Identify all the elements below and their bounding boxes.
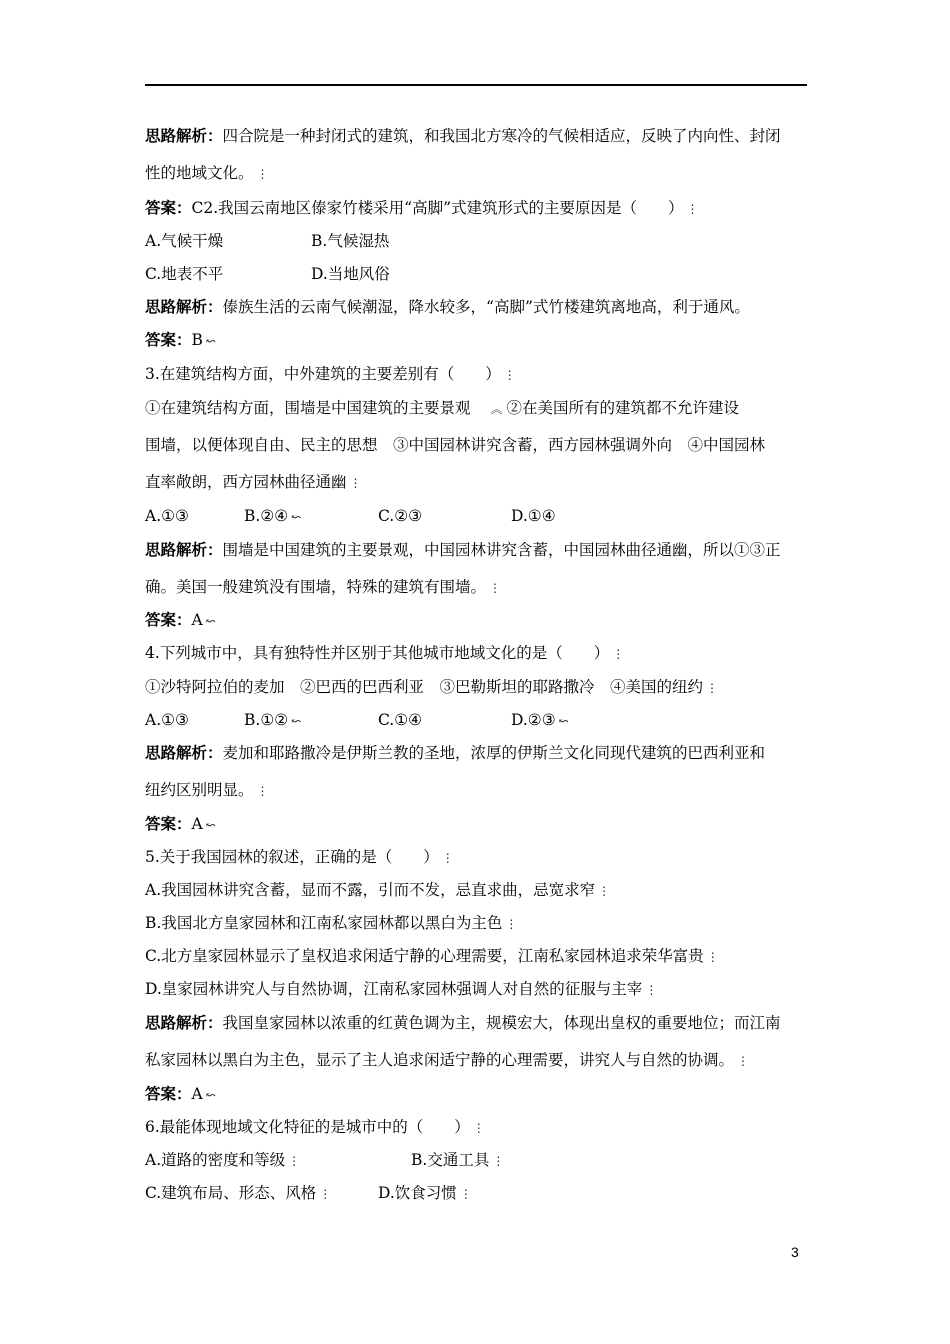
q4-stem-line: [145, 643, 624, 664]
format-mark-icon: ⋮: [319, 1187, 332, 1201]
option-d: D.②③ ↜: [511, 711, 569, 729]
q5-answer-line: [145, 1084, 216, 1105]
answer-label: 答案：: [145, 815, 192, 833]
format-mark-icon: ↜: [291, 510, 302, 524]
answer-label: 答案：: [145, 611, 192, 629]
q3-statements-line-1: [145, 398, 739, 419]
option-a: A.我国园林讲究含蓄，显而不露，引而不发，忌直求曲，忌宽求窄: [145, 881, 596, 899]
q1-answer-q2-stem-line: [145, 198, 699, 219]
format-mark-icon: ↜: [205, 614, 216, 628]
statement-text: ①在建筑结构方面，围墙是中国建筑的主要景观: [145, 399, 471, 417]
format-mark-icon: ⋮: [472, 1121, 485, 1135]
q2-analysis-line: [145, 297, 750, 317]
analysis-text: 私家园林以黑白为主色，显示了主人追求闲适宁静的心理需要，讲究人与自然的协调。: [145, 1051, 735, 1069]
format-mark-icon: ↜: [291, 714, 302, 728]
format-mark-icon: ⋮: [645, 983, 658, 997]
q6-stem-line: [145, 1117, 485, 1138]
format-mark-icon: ⋮: [706, 950, 719, 964]
option-c: C.北方皇家园林显示了皇权追求闲适宁静的心理需要，江南私家园林追求荣华富贵: [145, 947, 704, 965]
answer-label: 答案：: [145, 199, 192, 217]
option-c: C.建筑布局、形态、风格 ⋮: [145, 1184, 332, 1202]
answer-value: B: [191, 331, 203, 349]
answer-label: 答案：: [145, 331, 192, 349]
format-mark-icon: ︽: [490, 402, 503, 416]
option-d: D.饮食习惯 ⋮: [378, 1184, 472, 1202]
analysis-text: 麦加和耶路撒冷是伊斯兰教的圣地，浓厚的伊斯兰文化同现代建筑的巴西利亚和: [222, 744, 766, 762]
format-mark-icon: ⋮: [288, 1154, 301, 1168]
q5-analysis-line-1: [145, 1013, 781, 1033]
q3-analysis-line-2: [145, 577, 501, 598]
statement-text: ①沙特阿拉伯的麦加 ②巴西的巴西利亚 ③巴勒斯坦的耶路撒冷 ④美国的纽约: [145, 678, 704, 696]
format-mark-icon: ⋮: [612, 647, 625, 661]
option-a: A.气候干燥: [145, 232, 224, 250]
option-c: C.②③: [378, 507, 423, 525]
analysis-text: 傣族生活的云南气候潮湿，降水较多，“高脚”式竹楼建筑离地高，利于通风。: [222, 298, 750, 316]
answer-value: C: [191, 199, 204, 217]
format-mark-icon: ⋮: [598, 884, 611, 898]
format-mark-icon: ↜: [205, 818, 216, 832]
format-mark-icon: ⋮: [349, 476, 362, 490]
format-mark-icon: ⋮: [256, 784, 269, 798]
q3-statements-line-3: [145, 472, 362, 493]
analysis-label: 思路解析：: [145, 298, 223, 316]
question-stem: 6.最能体现地域文化特征的是城市中的（ ）: [145, 1118, 470, 1136]
answer-value: A: [191, 611, 203, 629]
option-c: C.①④: [378, 711, 423, 729]
option-b: B.交通工具 ⋮: [411, 1151, 505, 1169]
question-stem: 4.下列城市中，具有独特性并区别于其他城市地域文化的是（ ）: [145, 644, 610, 662]
analysis-text: 性的地域文化。: [145, 164, 254, 182]
analysis-label: 思路解析：: [145, 541, 223, 559]
analysis-text: 确。美国一般建筑没有围墙，特殊的建筑有围墙。: [145, 578, 487, 596]
analysis-text: 四合院是一种封闭式的建筑，和我国北方寒冷的气候相适应，反映了内向性、封闭: [222, 127, 781, 145]
analysis-text: 我国皇家园林以浓重的红黄色调为主，规模宏大，体现出皇权的重要地位；而江南: [222, 1014, 781, 1032]
option-a: A.道路的密度和等级 ⋮: [145, 1151, 301, 1169]
answer-value: A: [191, 815, 203, 833]
option-a: A.①③: [145, 507, 189, 525]
q5-option-d-line: [145, 979, 657, 1000]
q2-answer-line: [145, 330, 216, 351]
q3-statements-line-2: [145, 435, 765, 455]
q5-stem-line: [145, 847, 454, 868]
q3-stem-line: [145, 364, 516, 385]
option-d: D.当地风俗: [311, 265, 390, 283]
format-mark-icon: ⋮: [441, 851, 454, 865]
question-stem: 2.我国云南地区傣家竹楼采用“高脚”式建筑形式的主要原因是（ ）: [203, 199, 684, 217]
q4-analysis-line-1: [145, 743, 765, 763]
option-b: B.②④ ↜: [244, 507, 302, 525]
answer-value: A: [191, 1085, 203, 1103]
statement-text: 直率敞朗，西方园林曲径通幽: [145, 473, 347, 491]
format-mark-icon: ⋮: [737, 1054, 750, 1068]
format-mark-icon: ⋮: [492, 1154, 505, 1168]
format-mark-icon: ⋮: [256, 167, 269, 181]
format-mark-icon: ⋮: [489, 581, 502, 595]
analysis-label: 思路解析：: [145, 1014, 223, 1032]
q1-analysis-line: [145, 126, 781, 146]
format-mark-icon: ⋮: [503, 368, 516, 382]
answer-label: 答案：: [145, 1085, 192, 1103]
q5-option-b-line: [145, 913, 517, 934]
format-mark-icon: ⋮: [505, 917, 518, 931]
q3-analysis-line-1: [145, 540, 781, 560]
q5-option-c-line: [145, 946, 719, 967]
option-b: B.气候湿热: [311, 232, 390, 250]
q4-answer-line: [145, 814, 216, 835]
q3-answer-line: [145, 610, 216, 631]
question-stem: 3.在建筑结构方面，中外建筑的主要差别有（ ）: [145, 365, 501, 383]
page-number: 3: [791, 1244, 799, 1260]
q4-statements-line: [145, 677, 718, 698]
format-mark-icon: ↜: [205, 1088, 216, 1102]
format-mark-icon: ⋮: [686, 202, 699, 216]
q5-analysis-line-2: [145, 1050, 749, 1071]
question-stem: 5.关于我国园林的叙述，正确的是（ ）: [145, 848, 439, 866]
analysis-label: 思路解析：: [145, 744, 223, 762]
option-a: A.①③: [145, 711, 189, 729]
option-b: B.①② ↜: [244, 711, 302, 729]
option-d: D.①④: [511, 507, 556, 525]
header-rule: [145, 84, 807, 86]
option-c: C.地表不平: [145, 265, 224, 283]
q4-analysis-line-2: [145, 780, 269, 801]
option-d: D.皇家园林讲究人与自然协调，江南私家园林强调人对自然的征服与主宰: [145, 980, 643, 998]
format-mark-icon: ↜: [205, 334, 216, 348]
analysis-label: 思路解析：: [145, 127, 223, 145]
format-mark-icon: ⋮: [706, 681, 719, 695]
statement-text: 围墙，以便体现自由、民主的思想 ③中国园林讲究含蓄，西方园林强调外向 ④中国园林: [145, 436, 766, 454]
analysis-text: 纽约区别明显。: [145, 781, 254, 799]
option-b: B.我国北方皇家园林和江南私家园林都以黑白为主色: [145, 914, 503, 932]
format-mark-icon: ↜: [558, 714, 569, 728]
q1-analysis-line-2: [145, 163, 269, 184]
statement-text: ②在美国所有的建筑都不允许建设: [506, 399, 740, 417]
q5-option-a-line: [145, 880, 610, 901]
format-mark-icon: ⋮: [459, 1187, 472, 1201]
analysis-text: 围墙是中国建筑的主要景观，中国园林讲究含蓄，中国园林曲径通幽，所以①③正: [222, 541, 781, 559]
